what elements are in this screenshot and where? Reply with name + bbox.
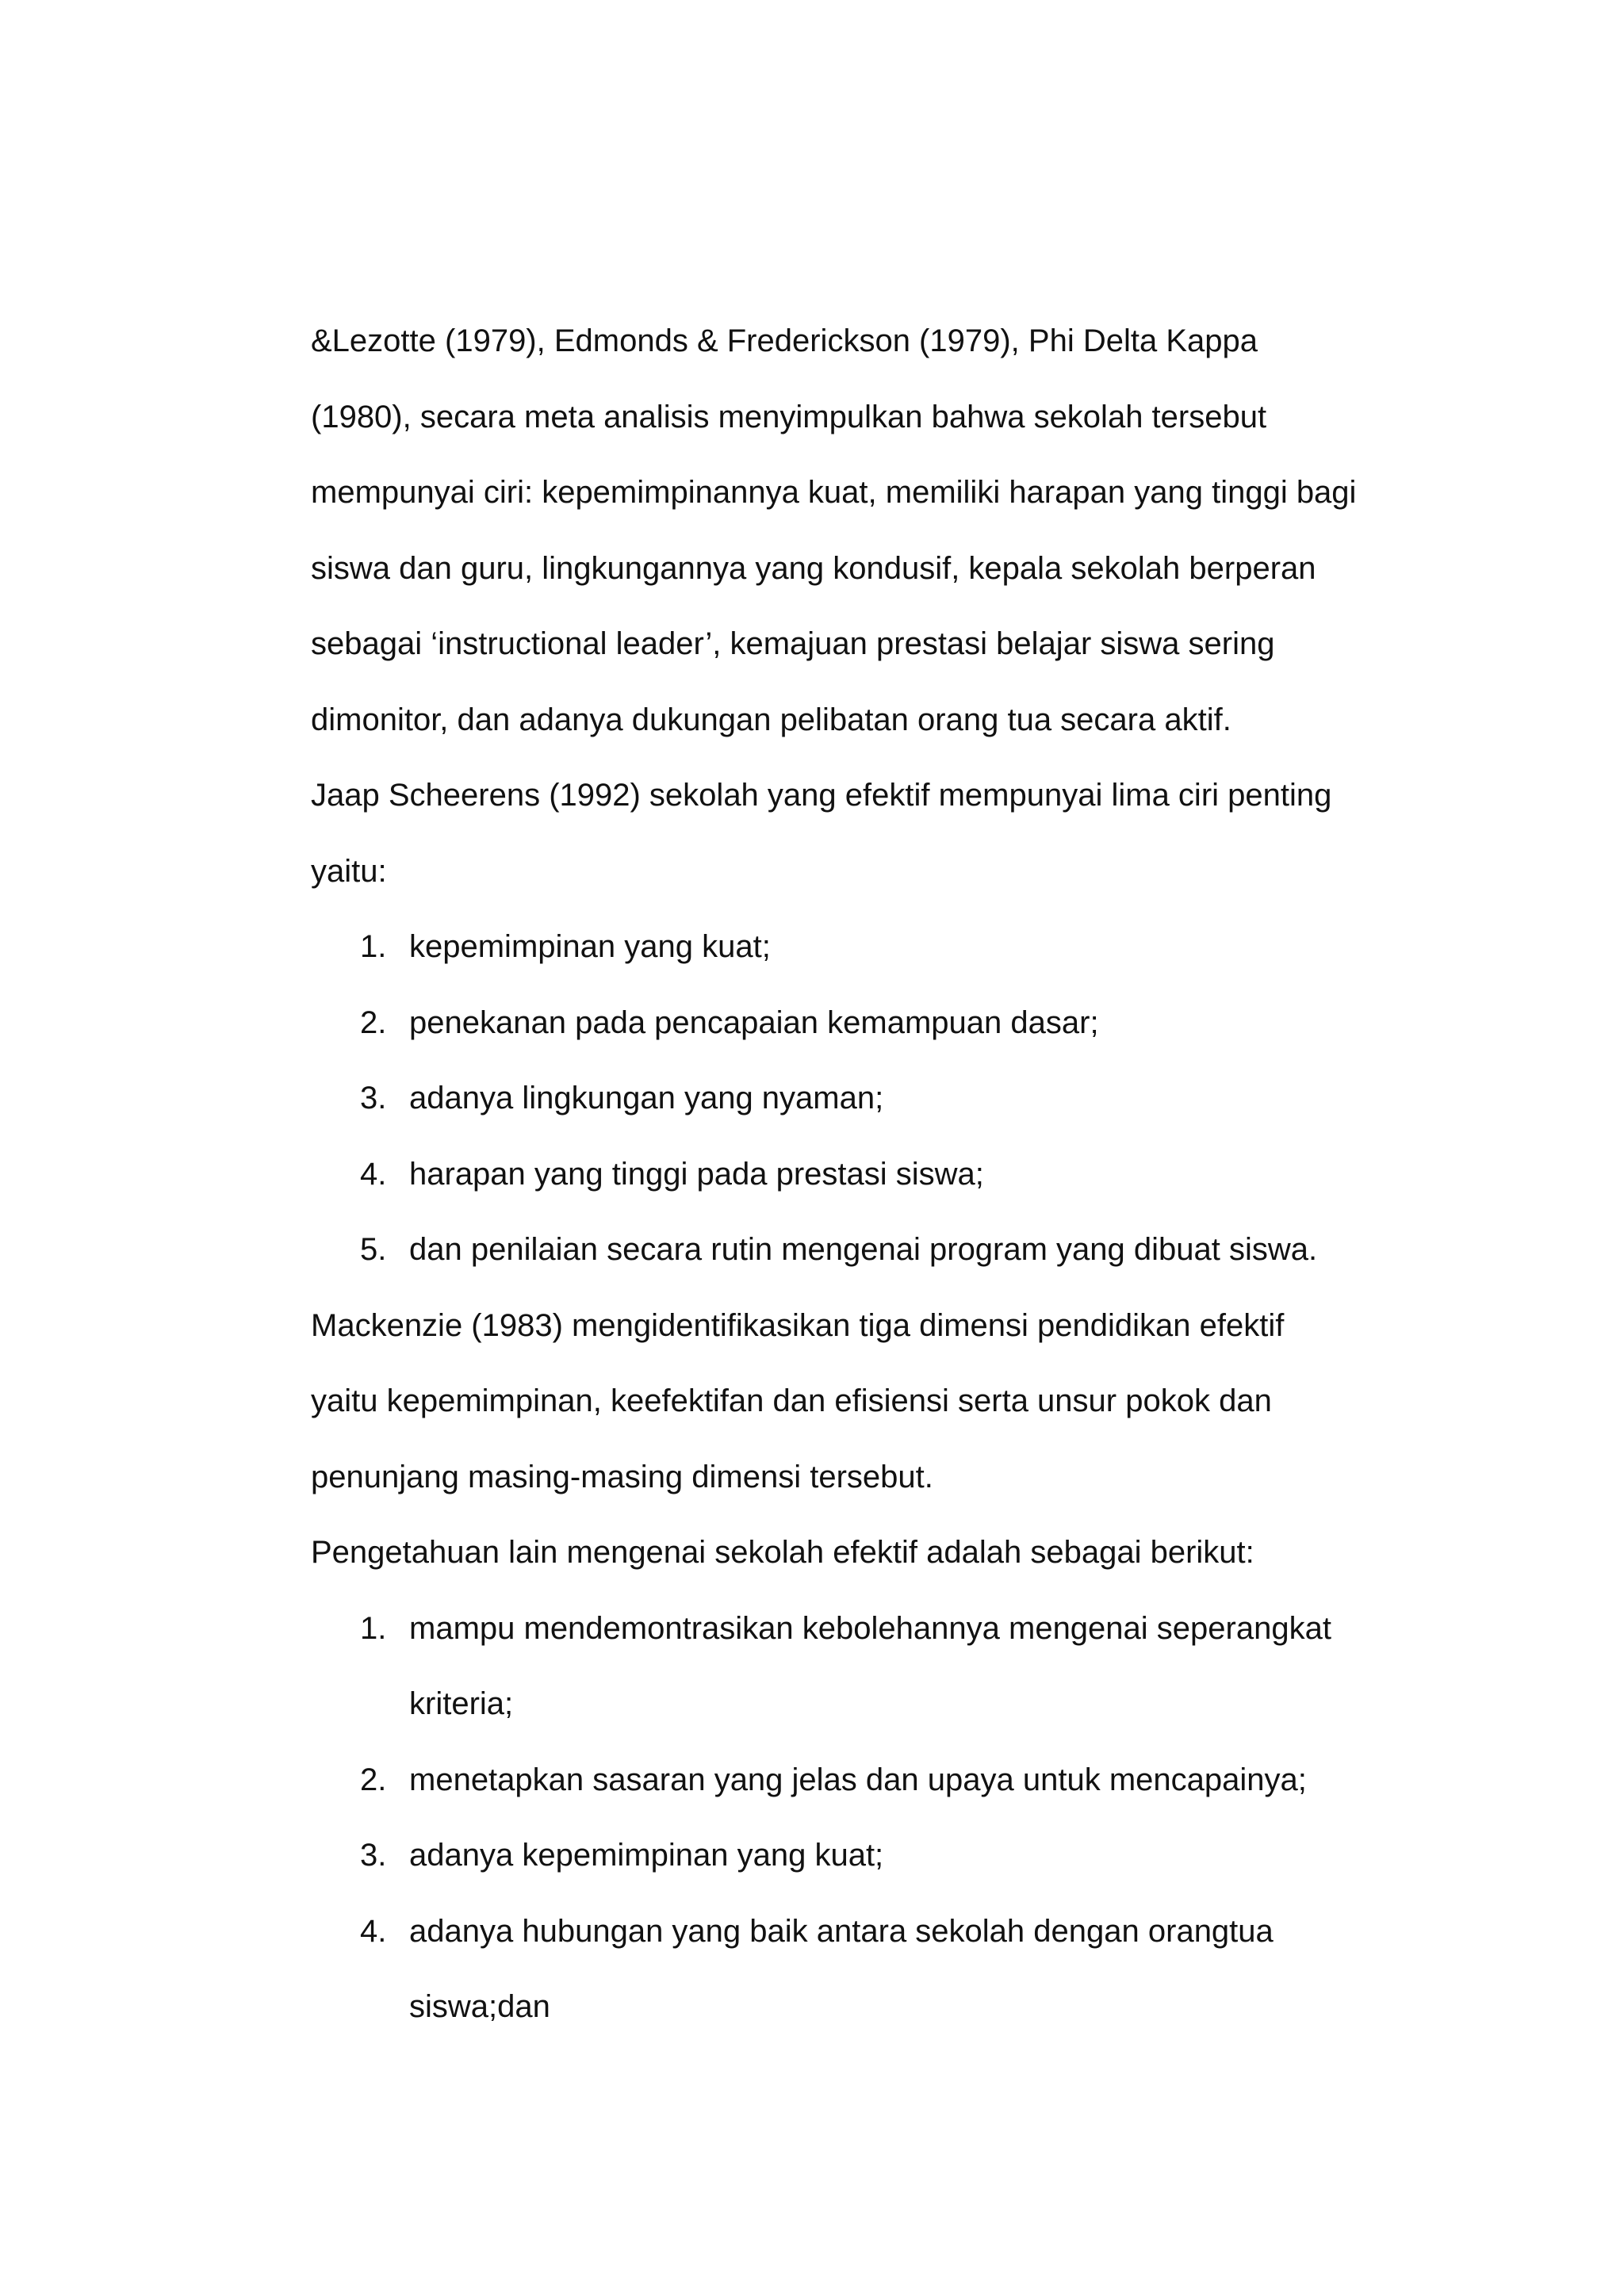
list-item-text: menetapkan sasaran yang jelas dan upaya untuk mencapainya; bbox=[409, 1762, 1307, 1797]
text-line: siswa dan guru, lingkungannya yang kondusif, kepala sekolah berperan bbox=[311, 550, 1316, 586]
list-item bbox=[311, 1894, 1405, 2045]
paragraph-pengetahuan bbox=[311, 1515, 1405, 1591]
list-scheerens-criteria bbox=[311, 909, 1405, 1288]
text-line: (1980), secara meta analisis menyimpulkan bahwa sekolah tersebut bbox=[311, 399, 1267, 434]
text-line: Mackenzie (1983) mengidentifikasikan tiga dimensi pendidikan efektif bbox=[311, 1307, 1285, 1343]
list-number: 2. bbox=[360, 1004, 387, 1040]
paragraph-scheerens bbox=[311, 758, 1405, 909]
list-number: 4. bbox=[360, 1156, 387, 1192]
text-line: dimonitor, dan adanya dukungan pelibatan orang tua secara aktif. bbox=[311, 702, 1231, 737]
list-item-text: mampu mendemontrasikan kebolehannya mengenai seperangkat bbox=[409, 1610, 1331, 1646]
text-line: yaitu kepemimpinan, keefektifan dan efisiensi serta unsur pokok dan bbox=[311, 1383, 1272, 1418]
document-body bbox=[311, 304, 1405, 2045]
paragraph-lezotte bbox=[311, 304, 1405, 758]
list-item bbox=[311, 1591, 1405, 1743]
list-item-text: siswa;dan bbox=[409, 1989, 550, 2024]
list-item bbox=[311, 1137, 1405, 1213]
list-number: 4. bbox=[360, 1913, 387, 1949]
list-number: 1. bbox=[360, 929, 387, 964]
list-item bbox=[311, 1818, 1405, 1894]
list-item bbox=[311, 909, 1405, 985]
text-line: sebagai ‘instructional leader’, kemajuan prestasi belajar siswa sering bbox=[311, 626, 1275, 661]
list-item bbox=[311, 1743, 1405, 1819]
list-item bbox=[311, 1212, 1405, 1288]
list-number: 2. bbox=[360, 1762, 387, 1797]
text-line: &Lezotte (1979), Edmonds & Frederickson (1979), Phi Delta Kappa bbox=[311, 323, 1258, 358]
paragraph-mackenzie bbox=[311, 1288, 1405, 1516]
list-item-text: harapan yang tinggi pada prestasi siswa; bbox=[409, 1156, 984, 1192]
list-number: 3. bbox=[360, 1838, 387, 1873]
list-item-text: kriteria; bbox=[409, 1686, 514, 1721]
text-line: penunjang masing-masing dimensi tersebut. bbox=[311, 1459, 933, 1494]
list-item-text: adanya hubungan yang baik antara sekolah dengan orangtua bbox=[409, 1913, 1274, 1949]
text-line: yaitu: bbox=[311, 853, 387, 889]
text-line: Jaap Scheerens (1992) sekolah yang efektif mempunyai lima ciri penting bbox=[311, 778, 1332, 813]
text-line: mempunyai ciri: kepemimpinannya kuat, memiliki harapan yang tinggi bagi bbox=[311, 475, 1357, 510]
list-number: 5. bbox=[360, 1232, 387, 1267]
list-item-text: penekanan pada pencapaian kemampuan dasar; bbox=[409, 1004, 1099, 1040]
list-item-text: adanya lingkungan yang nyaman; bbox=[409, 1081, 884, 1115]
list-number: 3. bbox=[360, 1081, 387, 1115]
list-item bbox=[311, 1061, 1405, 1137]
list-number: 1. bbox=[360, 1610, 387, 1646]
text-line: Pengetahuan lain mengenai sekolah efektif adalah sebagai berikut: bbox=[311, 1535, 1254, 1570]
list-item-text: kepemimpinan yang kuat; bbox=[409, 929, 771, 964]
list-effective-school-knowledge bbox=[311, 1591, 1405, 2045]
list-item-text: dan penilaian secara rutin mengenai program yang dibuat siswa. bbox=[409, 1232, 1318, 1267]
list-item bbox=[311, 985, 1405, 1062]
list-item-text: adanya kepemimpinan yang kuat; bbox=[409, 1838, 884, 1873]
